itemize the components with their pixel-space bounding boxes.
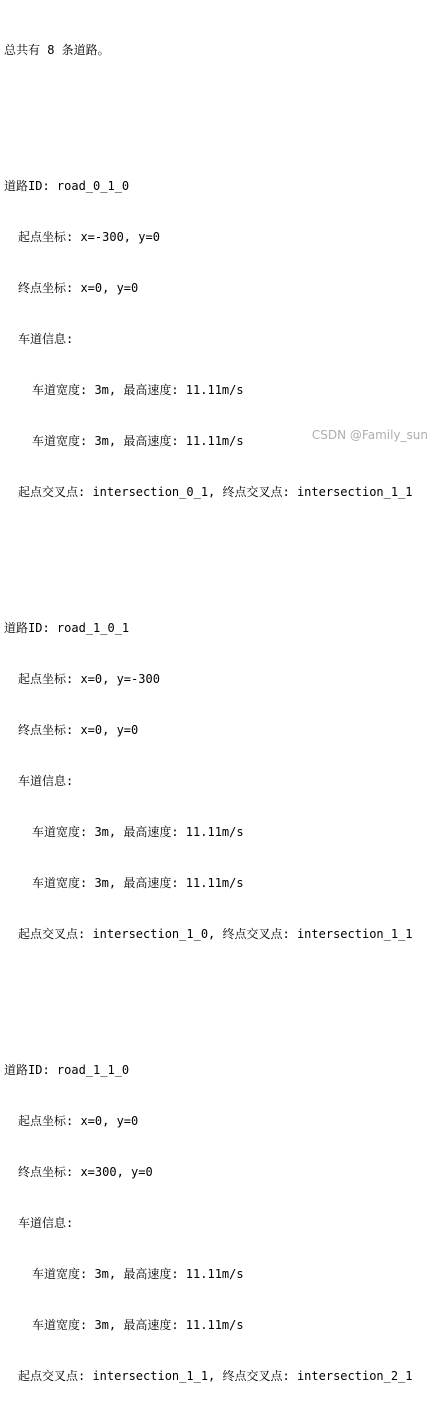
lane-info-title: 车道信息: [18, 332, 74, 346]
road-intersections: 起点交叉点: intersection_1_0, 终点交叉点: intersection_1_1 [18, 927, 413, 941]
road-intersections: 起点交叉点: intersection_0_1, 终点交叉点: intersection_1_1 [18, 485, 413, 499]
blank-line [4, 977, 434, 994]
lane-info-line: 车道宽度: 3m, 最高速度: 11.11m/s [32, 383, 244, 397]
lane-info-line: 车道宽度: 3m, 最高速度: 11.11m/s [32, 1267, 244, 1281]
road-id-line: 道路ID: road_0_1_0 [4, 179, 130, 193]
road-end-coord: 终点坐标: x=300, y=0 [18, 1165, 153, 1179]
road-start-coord: 起点坐标: x=0, y=-300 [18, 672, 160, 686]
road-id-line: 道路ID: road_1_0_1 [4, 621, 130, 635]
road-intersections: 起点交叉点: intersection_1_1, 终点交叉点: intersection_2_1 [18, 1369, 413, 1383]
blank-line [4, 535, 434, 552]
lane-info-title: 车道信息: [18, 774, 74, 788]
road-id-line: 道路ID: road_1_1_0 [4, 1063, 130, 1077]
road-start-coord: 起点坐标: x=0, y=0 [18, 1114, 139, 1128]
watermark: CSDN @Family_sun [311, 428, 428, 442]
lane-info-line: 车道宽度: 3m, 最高速度: 11.11m/s [32, 434, 244, 448]
lane-info-line: 车道宽度: 3m, 最高速度: 11.11m/s [32, 1318, 244, 1332]
lane-info-line: 车道宽度: 3m, 最高速度: 11.11m/s [32, 876, 244, 890]
road-end-coord: 终点坐标: x=0, y=0 [18, 281, 139, 295]
lane-info-title: 车道信息: [18, 1216, 74, 1230]
console-output [4, 8, 434, 1402]
summary-line: 总共有 8 条道路。 [4, 43, 110, 57]
lane-info-line: 车道宽度: 3m, 最高速度: 11.11m/s [32, 825, 244, 839]
road-start-coord: 起点坐标: x=-300, y=0 [18, 230, 160, 244]
road-end-coord: 终点坐标: x=0, y=0 [18, 723, 139, 737]
blank-line [4, 93, 434, 110]
